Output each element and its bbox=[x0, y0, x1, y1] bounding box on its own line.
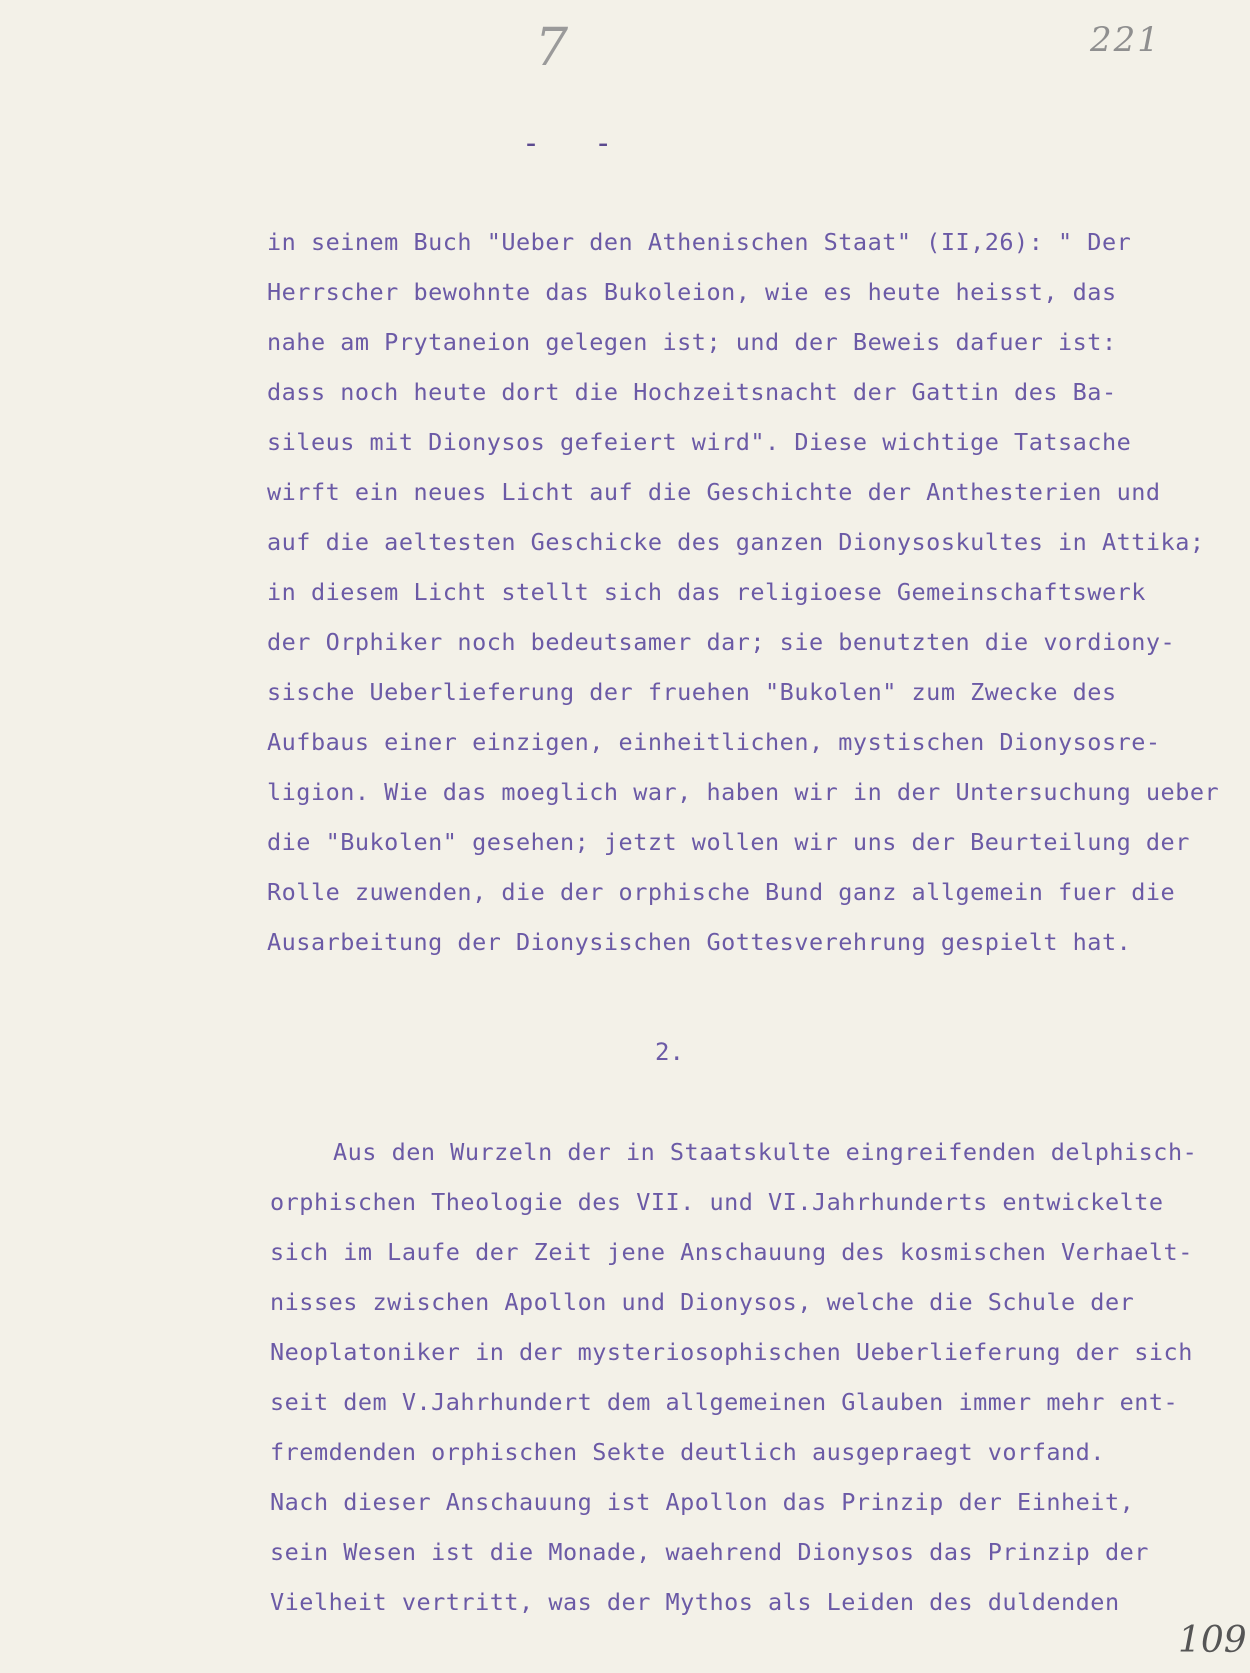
text-line: Rolle zuwenden, die der orphische Bund ganz allgemein fuer die bbox=[267, 878, 1176, 906]
text-line: Aufbaus einer einzigen, einheitlichen, mystischen Dionysosre- bbox=[267, 728, 1161, 756]
text-line: nisses zwischen Apollon und Dionysos, welche die Schule der bbox=[270, 1288, 1135, 1316]
text-line: fremdenden orphischen Sekte deutlich ausgepraegt vorfand. bbox=[270, 1438, 1105, 1466]
text-line: Neoplatoniker in der mysteriosophischen Ueberlieferung der sich bbox=[270, 1338, 1193, 1366]
text-line: Ausarbeitung der Dionysischen Gottesverehrung gespielt hat. bbox=[267, 928, 1132, 956]
text-line: dass noch heute dort die Hochzeitsnacht der Gattin des Ba- bbox=[267, 378, 1117, 406]
text-line: nahe am Prytaneion gelegen ist; und der Beweis dafuer ist: bbox=[267, 328, 1117, 356]
section-number: 2. bbox=[655, 1038, 684, 1066]
text-line: ligion. Wie das moeglich war, haben wir in der Untersuchung ueber bbox=[267, 778, 1220, 806]
text-line: sich im Laufe der Zeit jene Anschauung des kosmischen Verhaelt- bbox=[270, 1238, 1193, 1266]
text-line: der Orphiker noch bedeutsamer dar; sie benutzten die vordiony- bbox=[267, 628, 1176, 656]
text-line: die "Bukolen" gesehen; jetzt wollen wir uns der Beurteilung der bbox=[267, 828, 1190, 856]
text-line: Vielheit vertritt, was der Mythos als Leiden des duldenden bbox=[270, 1588, 1120, 1616]
text-line: Nach dieser Anschauung ist Apollon das Prinzip der Einheit, bbox=[270, 1488, 1135, 1516]
text-line: Herrscher bewohnte das Bukoleion, wie es heute heisst, das bbox=[267, 278, 1117, 306]
handwritten-folio-number: 109 bbox=[1178, 1620, 1247, 1661]
text-line: Aus den Wurzeln der in Staatskulte eingreifenden delphisch- bbox=[333, 1138, 1198, 1166]
text-line: seit dem V.Jahrhundert dem allgemeinen Glauben immer mehr ent- bbox=[270, 1388, 1179, 1416]
text-line: in diesem Licht stellt sich das religioese Gemeinschaftswerk bbox=[267, 578, 1146, 606]
text-line: sische Ueberlieferung der fruehen "Bukolen" zum Zwecke des bbox=[267, 678, 1117, 706]
text-line: sein Wesen ist die Monade, waehrend Dionysos das Prinzip der bbox=[270, 1538, 1149, 1566]
handwritten-page-number: 221 bbox=[1090, 20, 1161, 60]
handwritten-mark-top-left: 7 bbox=[535, 18, 569, 78]
text-line: auf die aeltesten Geschicke des ganzen Dionysoskultes in Attika; bbox=[267, 528, 1205, 556]
text-line: sileus mit Dionysos gefeiert wird". Diese wichtige Tatsache bbox=[267, 428, 1132, 456]
text-line: orphischen Theologie des VII. und VI.Jahrhunderts entwickelte bbox=[270, 1188, 1164, 1216]
text-line: in seinem Buch "Ueber den Athenischen Staat" (II,26): " Der bbox=[267, 228, 1132, 256]
page-dashes: - - bbox=[522, 126, 619, 161]
text-line: wirft ein neues Licht auf die Geschichte der Anthesterien und bbox=[267, 478, 1161, 506]
